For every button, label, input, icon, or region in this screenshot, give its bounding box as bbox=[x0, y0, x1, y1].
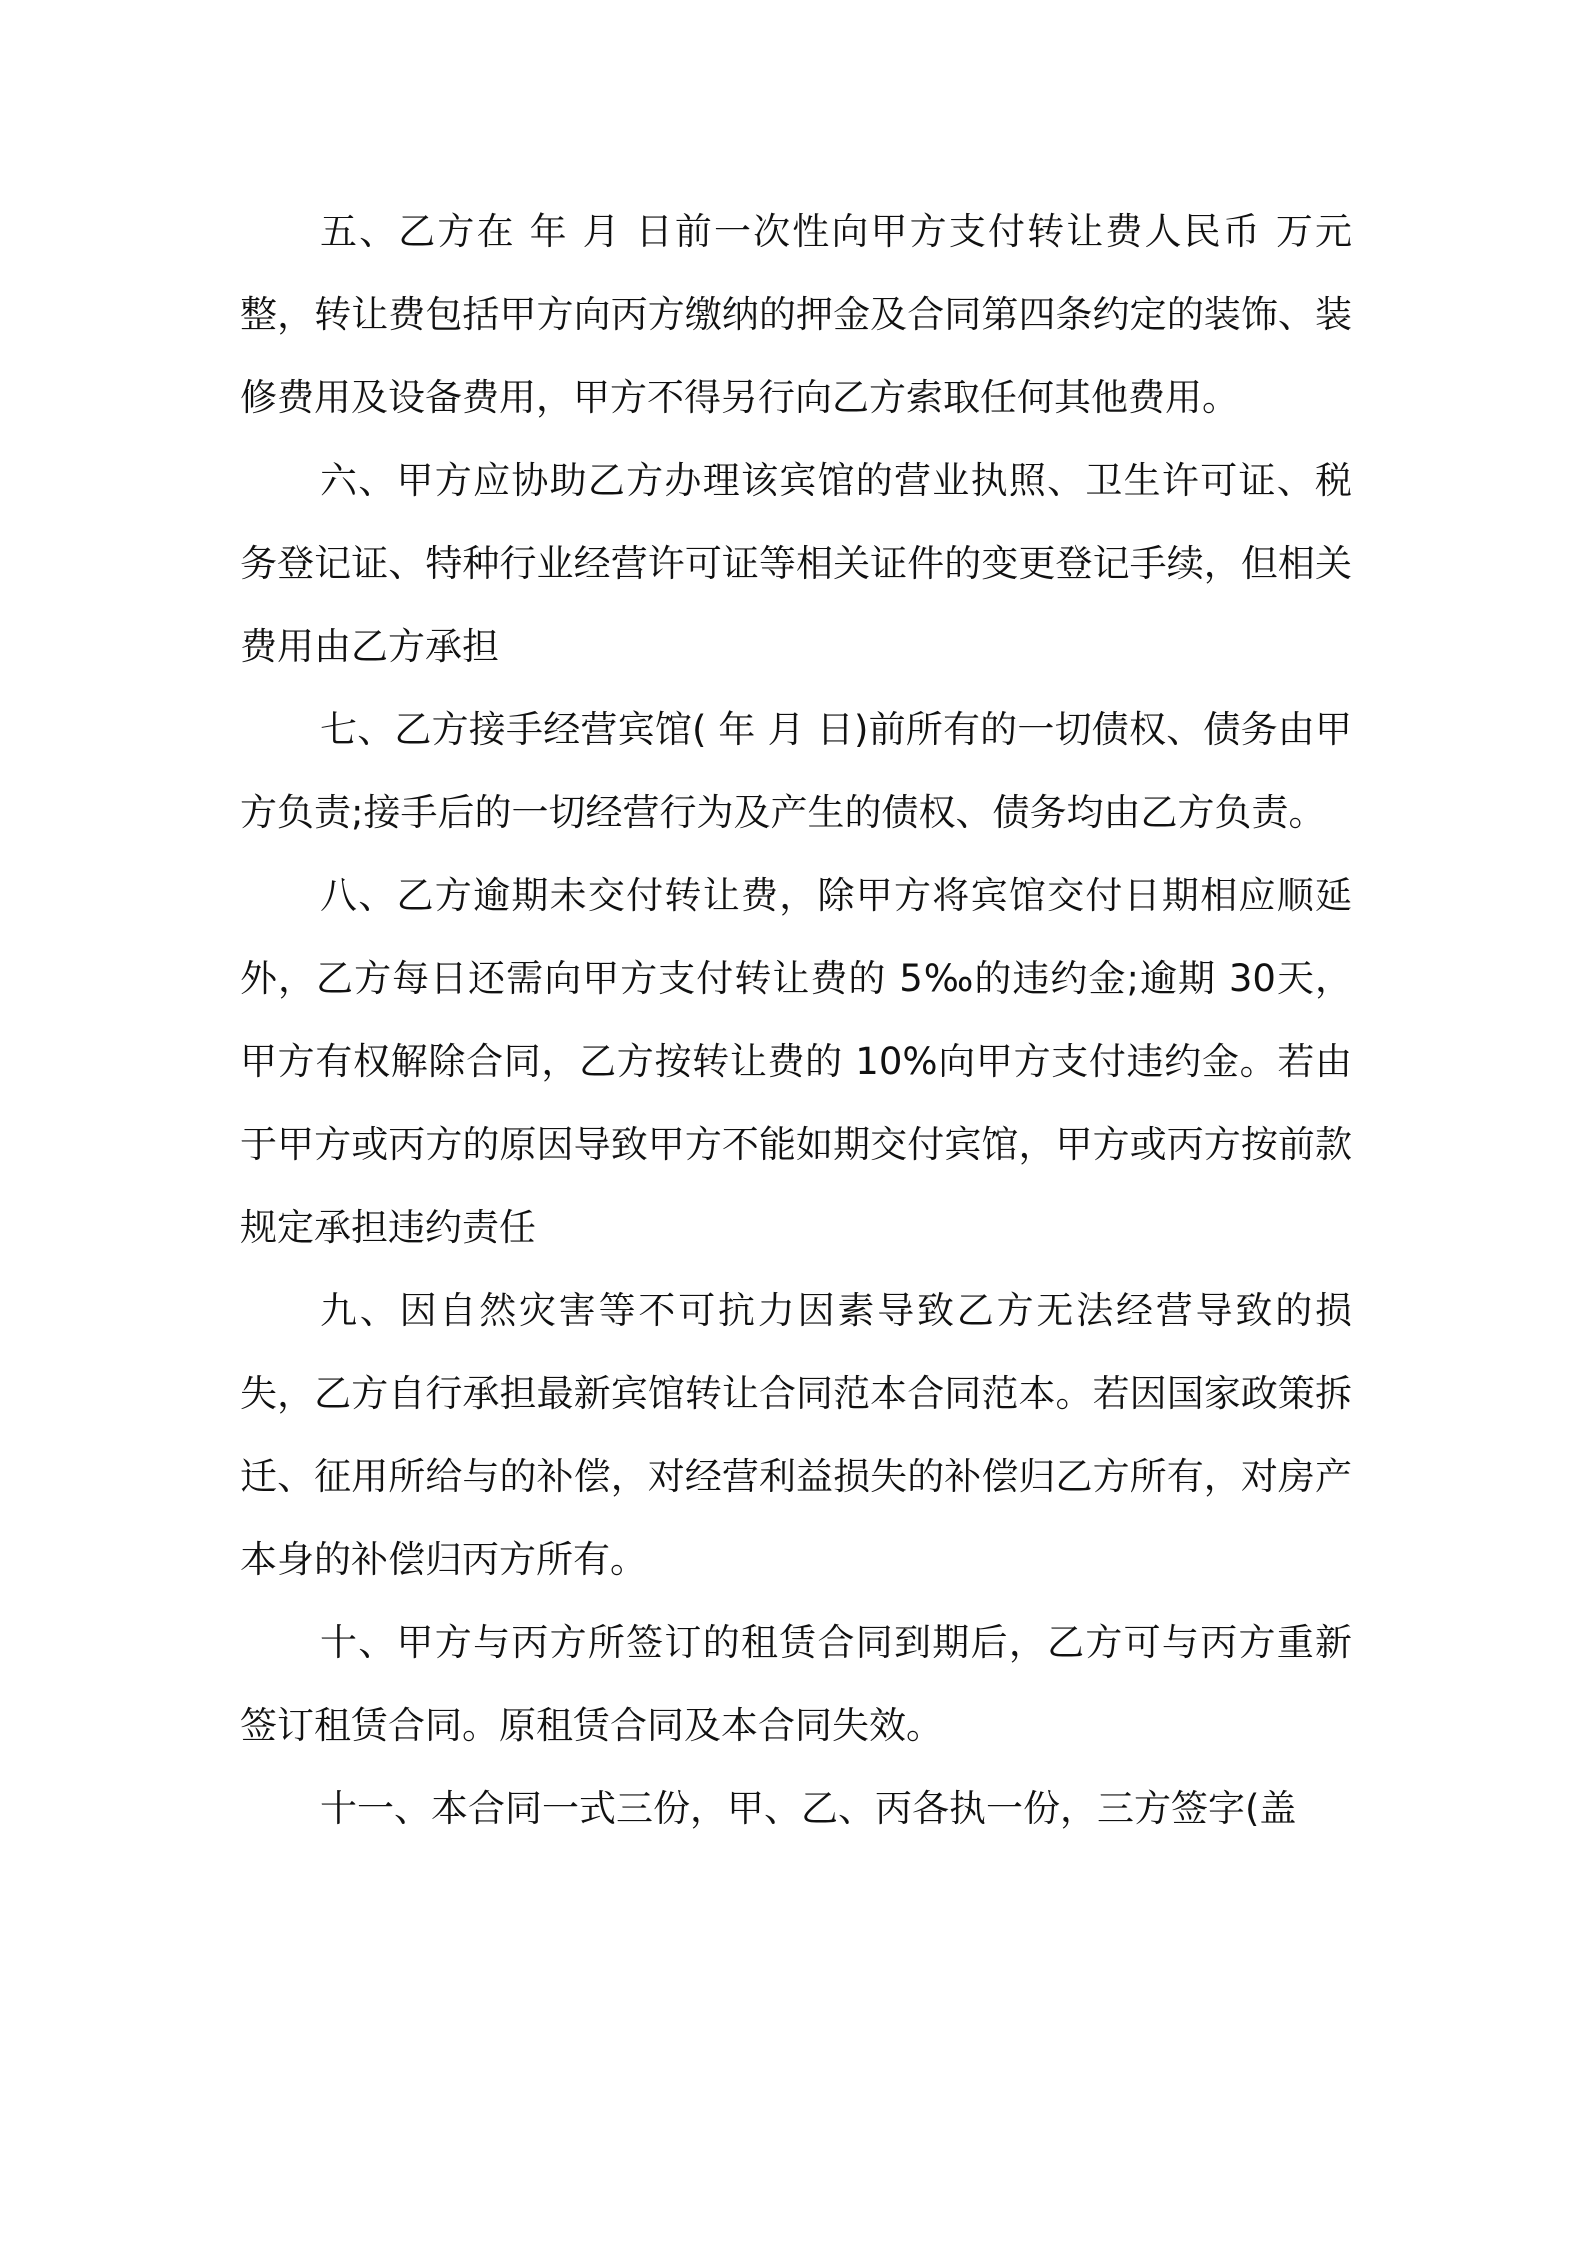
clause-9-paragraph: 九、因自然灾害等不可抗力因素导致乙方无法经营导致的损失，乙方自行承担最新宾馆转让合同范本合同范本。若因国家政策拆迁、征用所给与的补偿，对经营利益损失的补偿归乙方所有，对房产本身的补偿归丙方所有。 bbox=[240, 1289, 1352, 1581]
clause-11-paragraph: 十一、本合同一式三份，甲、乙、丙各执一份，三方签字(盖 bbox=[320, 1787, 1297, 1830]
document-body bbox=[240, 190, 1352, 1850]
clause-10-paragraph: 十、甲方与丙方所签订的租赁合同到期后，乙方可与丙方重新签订租赁合同。原租赁合同及本合同失效。 bbox=[240, 1621, 1352, 1747]
clause-8-paragraph: 八、乙方逾期未交付转让费，除甲方将宾馆交付日期相应顺延外，乙方每日还需向甲方支付转让费的 5‰的违约金;逾期 30天，甲方有权解除合同，乙方按转让费的 10%向甲方支付违约金。若由于甲方或丙方的原因导致甲方不能如期交付宾馆，甲方或丙方按前款规定承担违约责任 bbox=[240, 874, 1352, 1249]
clause-6-paragraph: 六、甲方应协助乙方办理该宾馆的营业执照、卫生许可证、税务登记证、特种行业经营许可证等相关证件的变更登记手续，但相关费用由乙方承担 bbox=[240, 459, 1352, 668]
clause-5-paragraph: 五、乙方在 年 月 日前一次性向甲方支付转让费人民币 万元整，转让费包括甲方向丙方缴纳的押金及合同第四条约定的装饰、装修费用及设备费用，甲方不得另行向乙方索取任何其他费用。 bbox=[240, 210, 1352, 419]
clause-7-paragraph: 七、乙方接手经营宾馆( 年 月 日)前所有的一切债权、债务由甲方负责;接手后的一切经营行为及产生的债权、债务均由乙方负责。 bbox=[240, 708, 1352, 834]
